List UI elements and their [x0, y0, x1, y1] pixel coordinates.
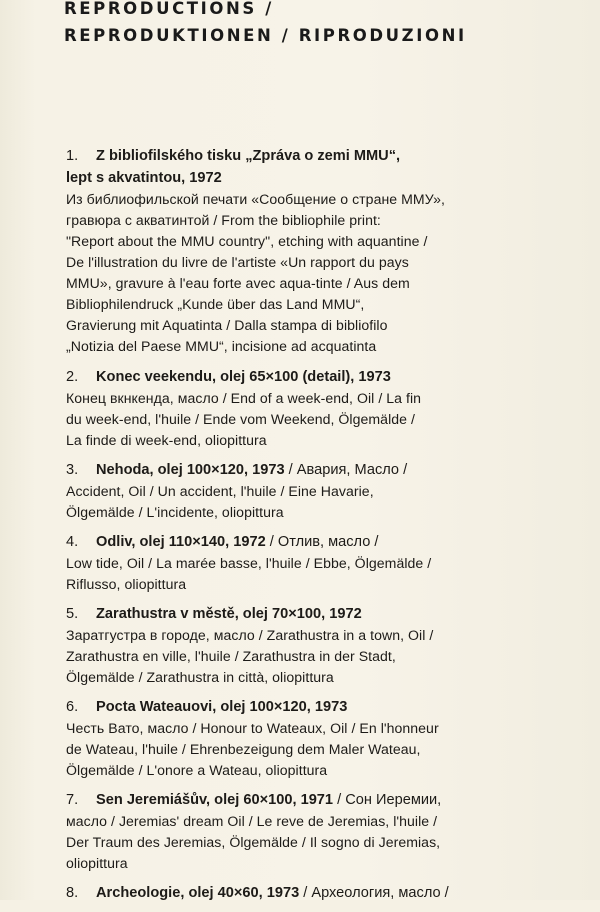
- entry-title-continuation: lept s akvatintou, 1972: [66, 170, 222, 186]
- section-heading: [64, 0, 467, 50]
- entry-number: 6.: [66, 699, 79, 715]
- entry-number: 8.: [66, 885, 79, 901]
- entry-description: [66, 189, 536, 357]
- list-item: [66, 145, 536, 357]
- description-line: Bibliophilendruck „Kunde über das Land MMU“,: [66, 296, 365, 312]
- description-line: MMU», gravure à l'eau forte avec aqua-tinte / Aus dem: [66, 275, 410, 291]
- entry-title: Sen Jeremiášův, olej 60×100, 1971: [96, 792, 334, 808]
- description-line: De l'illustration du livre de l'artiste «Un rapport du pays: [66, 254, 409, 270]
- heading-line-2: REPRODUKTIONEN / RIPRODUZIONI: [64, 26, 467, 45]
- description-line: du week-end, l'huile / Ende vom Weekend, Ölgemälde /: [66, 411, 415, 427]
- description-line: oliopittura: [66, 855, 128, 871]
- entry-title: Zarathustra v městě, olej 70×100, 1972: [96, 606, 362, 622]
- entry-title: Z bibliofilského tisku „Zpráva o zemi MMU“,: [96, 148, 401, 164]
- description-line: Конец вкнкенда, масло / End of a week-end, Oil / La fin: [66, 390, 422, 406]
- entry-heading: [66, 459, 536, 481]
- entry-description: [66, 811, 536, 874]
- description-line: Accident, Oil / Un accident, l'huile / Eine Havarie,: [66, 483, 374, 499]
- entry-title: Pocta Wateauovi, olej 100×120, 1973: [96, 699, 348, 715]
- entry-inline-text: / Сон Иеремии,: [333, 792, 442, 808]
- description-line: Ölgemälde / L'onore a Wateau, oliopittura: [66, 762, 328, 778]
- description-line: La finde di week-end, oliopittura: [66, 432, 267, 448]
- entry-description: [66, 718, 536, 781]
- list-item: [66, 882, 536, 904]
- description-line: Der Traum des Jeremias, Ölgemälde / Il sogno di Jeremias,: [66, 834, 441, 850]
- entry-heading: [66, 145, 536, 189]
- description-line: Ölgemälde / L'incidente, oliopittura: [66, 504, 284, 520]
- description-line: Riflusso, oliopittura: [66, 576, 187, 592]
- entry-heading: [66, 882, 536, 904]
- heading-line-1: REPRODUCTIONS /: [64, 0, 274, 18]
- entry-number: 7.: [66, 792, 79, 808]
- entry-heading: [66, 789, 536, 811]
- list-item: [66, 696, 536, 781]
- entry-description: [66, 625, 536, 688]
- list-item: [66, 459, 536, 523]
- entry-title: Konec veekendu, olej 65×100 (detail), 1973: [96, 369, 391, 385]
- entry-title: Odliv, olej 110×140, 1972: [96, 534, 266, 550]
- entry-description: [66, 553, 536, 595]
- description-line: Low tide, Oil / La marée basse, l'huile / Ebbe, Ölgemälde /: [66, 555, 432, 571]
- description-line: масло / Jeremias' dream Oil / Le reve de Jeremias, l'huile /: [66, 813, 438, 829]
- description-line: Честь Вато, масло / Honour to Wateaux, Oil / En l'honneur: [66, 720, 439, 736]
- description-line: de Wateau, l'huile / Ehrenbezeigung dem Maler Wateau,: [66, 741, 421, 757]
- description-line: Заратгустра в городе, масло / Zarathustra in a town, Oil /: [66, 627, 434, 643]
- entry-heading: [66, 366, 536, 388]
- description-line: гравюра с акватинтой / From the bibliophile print:: [66, 212, 381, 228]
- entry-description: [66, 388, 536, 451]
- list-item: [66, 603, 536, 688]
- description-line: Gravierung mit Aquatinta / Dalla stampa di bibliofilo: [66, 317, 388, 333]
- entry-inline-text: / Авария, Масло /: [284, 462, 408, 478]
- list-item: [66, 366, 536, 451]
- description-line: Из библиофильской печати «Сообщение о стране ММУ»,: [66, 191, 445, 207]
- entry-inline-text: / Археология, масло /: [299, 885, 449, 901]
- entry-heading: [66, 531, 536, 553]
- description-line: Ölgemälde / Zarathustra in città, oliopittura: [66, 669, 334, 685]
- entry-number: 5.: [66, 606, 79, 622]
- entry-number: 4.: [66, 534, 79, 550]
- entry-title: Nehoda, olej 100×120, 1973: [96, 462, 285, 478]
- list-item: [66, 531, 536, 595]
- description-line: "Report about the MMU country", etching with aquantine /: [66, 233, 428, 249]
- reproductions-list: [66, 145, 536, 912]
- entry-inline-text: / Отлив, масло /: [265, 534, 379, 550]
- entry-heading: [66, 603, 536, 625]
- list-item: [66, 789, 536, 874]
- entry-title: Archeologie, olej 40×60, 1973: [96, 885, 300, 901]
- entry-heading: [66, 696, 536, 718]
- entry-number: 3.: [66, 462, 79, 478]
- description-line: Zarathustra en ville, l'huile / Zarathustra in der Stadt,: [66, 648, 396, 664]
- description-line: „Notizia del Paese MMU“, incisione ad acquatinta: [66, 338, 377, 354]
- entry-number: 1.: [66, 148, 79, 164]
- entry-description: [66, 481, 536, 523]
- entry-number: 2.: [66, 369, 79, 385]
